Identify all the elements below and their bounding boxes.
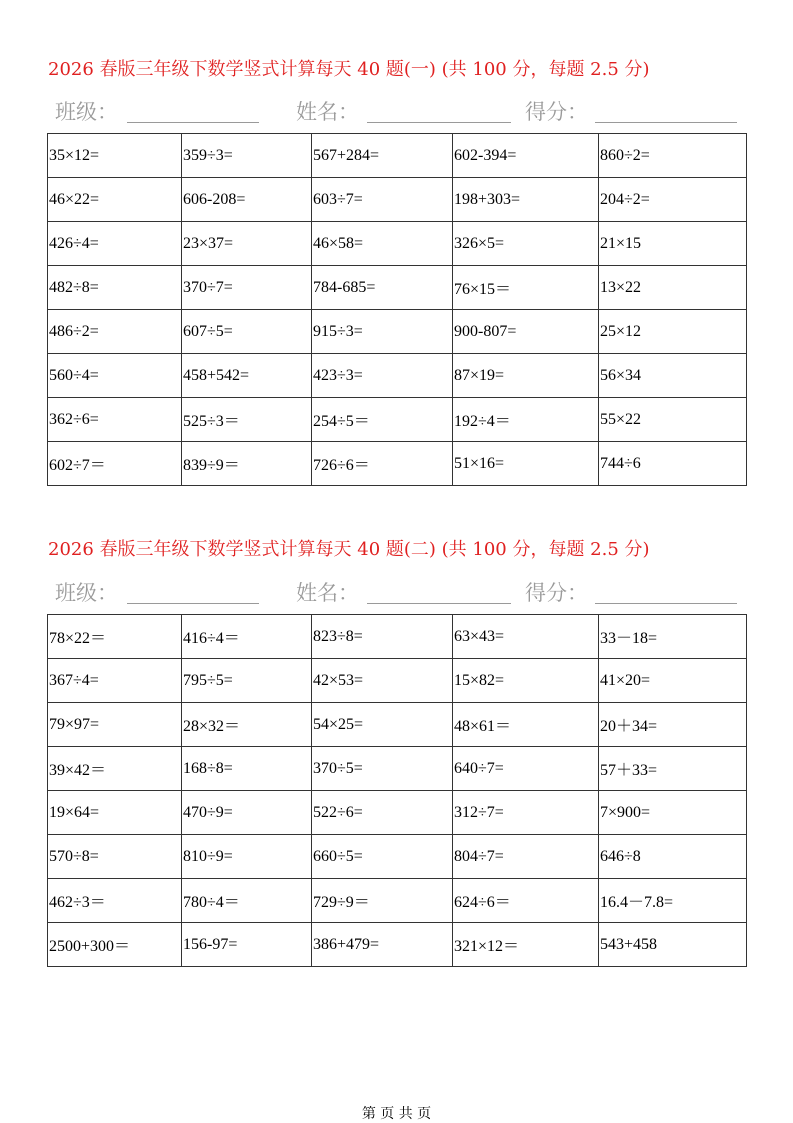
- problem-cell: 426÷4=: [48, 222, 182, 266]
- problem-cell: 915÷3=: [312, 310, 453, 354]
- problem-cell: 63×43=: [453, 615, 599, 659]
- problem-cell: 567+284=: [312, 134, 453, 178]
- problem-cell: 33－18=: [599, 615, 747, 659]
- problem-cell: 76×15＝: [453, 266, 599, 310]
- problem-cell: 560÷4=: [48, 354, 182, 398]
- problem-cell: 87×19=: [453, 354, 599, 398]
- problem-cell: 41×20=: [599, 659, 747, 703]
- problem-cell: 168÷8=: [182, 747, 312, 791]
- score-blank: [595, 122, 737, 123]
- problem-cell: 2500+300＝: [48, 923, 182, 967]
- student-info-row: [55, 98, 745, 126]
- problem-cell: 525÷3＝: [182, 398, 312, 442]
- problem-cell: 416÷4＝: [182, 615, 312, 659]
- problem-cell: 839÷9＝: [182, 442, 312, 486]
- problem-cell: 55×22: [599, 398, 747, 442]
- problem-cell: 48×61＝: [453, 703, 599, 747]
- table-row: [48, 791, 747, 835]
- class-label: 班级：: [55, 100, 118, 124]
- problem-cell: 603÷7=: [312, 178, 453, 222]
- table-row: [48, 747, 747, 791]
- problem-cell: 367÷4=: [48, 659, 182, 703]
- problem-cell: 810÷9=: [182, 835, 312, 879]
- problem-cell: 823÷8=: [312, 615, 453, 659]
- problem-cell: 16.4－7.8=: [599, 879, 747, 923]
- problem-cell: 54×25=: [312, 703, 453, 747]
- problem-cell: 640÷7=: [453, 747, 599, 791]
- problem-cell: 624÷6＝: [453, 879, 599, 923]
- table-row: [48, 354, 747, 398]
- problem-cell: 204÷2=: [599, 178, 747, 222]
- problem-cell: 51×16=: [453, 442, 599, 486]
- problem-cell: 729÷9＝: [312, 879, 453, 923]
- problem-cell: 660÷5=: [312, 835, 453, 879]
- problem-cell: 23×37=: [182, 222, 312, 266]
- table-row: [48, 923, 747, 967]
- table-row: [48, 835, 747, 879]
- name-label: 姓名：: [296, 100, 359, 124]
- worksheet-title: 2026 春版三年级下数学竖式计算每天 40 题(一) (共 100 分，每题 2.5 分): [48, 59, 650, 80]
- problem-cell: 46×58=: [312, 222, 453, 266]
- problem-cell: 20＋34=: [599, 703, 747, 747]
- problem-cell: 602-394=: [453, 134, 599, 178]
- problem-cell: 7×900=: [599, 791, 747, 835]
- table-row: [48, 134, 747, 178]
- page-footer: 第 页 共 页: [361, 1106, 432, 1122]
- score-label: 得分：: [525, 100, 588, 124]
- table-row: [48, 442, 747, 486]
- problem-cell: 56×34: [599, 354, 747, 398]
- table-row: [48, 222, 747, 266]
- problem-table: [47, 133, 747, 486]
- problem-cell: 156-97=: [182, 923, 312, 967]
- problem-cell: 780÷4＝: [182, 879, 312, 923]
- problem-cell: 795÷5=: [182, 659, 312, 703]
- name-blank: [367, 603, 511, 604]
- table-row: [48, 879, 747, 923]
- worksheet-title: 2026 春版三年级下数学竖式计算每天 40 题(二) (共 100 分，每题 2.5 分): [48, 539, 650, 560]
- score-label: 得分：: [525, 581, 588, 605]
- class-blank: [127, 603, 259, 604]
- problem-cell: 19×64=: [48, 791, 182, 835]
- problem-cell: 804÷7=: [453, 835, 599, 879]
- problem-cell: 359÷3=: [182, 134, 312, 178]
- problem-cell: 462÷3＝: [48, 879, 182, 923]
- problem-cell: 370÷5=: [312, 747, 453, 791]
- problem-cell: 607÷5=: [182, 310, 312, 354]
- problem-cell: 370÷7=: [182, 266, 312, 310]
- score-blank: [595, 603, 737, 604]
- problem-cell: 646÷8: [599, 835, 747, 879]
- problem-cell: 13×22: [599, 266, 747, 310]
- name-blank: [367, 122, 511, 123]
- problem-cell: 900-807=: [453, 310, 599, 354]
- problem-cell: 522÷6=: [312, 791, 453, 835]
- problem-table: [47, 614, 747, 967]
- problem-cell: 198+303=: [453, 178, 599, 222]
- problem-cell: 726÷6＝: [312, 442, 453, 486]
- table-row: [48, 310, 747, 354]
- problem-cell: 326×5=: [453, 222, 599, 266]
- problem-cell: 423÷3=: [312, 354, 453, 398]
- problem-cell: 486÷2=: [48, 310, 182, 354]
- table-row: [48, 615, 747, 659]
- problem-cell: 192÷4＝: [453, 398, 599, 442]
- problem-cell: 254÷5＝: [312, 398, 453, 442]
- problem-cell: 15×82=: [453, 659, 599, 703]
- problem-cell: 312÷7=: [453, 791, 599, 835]
- problem-cell: 860÷2=: [599, 134, 747, 178]
- table-row: [48, 703, 747, 747]
- problem-cell: 362÷6=: [48, 398, 182, 442]
- problem-cell: 39×42＝: [48, 747, 182, 791]
- table-row: [48, 266, 747, 310]
- problem-cell: 570÷8=: [48, 835, 182, 879]
- problem-cell: 470÷9=: [182, 791, 312, 835]
- problem-cell: 606-208=: [182, 178, 312, 222]
- problem-cell: 744÷6: [599, 442, 747, 486]
- problem-cell: 78×22＝: [48, 615, 182, 659]
- problem-cell: 482÷8=: [48, 266, 182, 310]
- problem-cell: 25×12: [599, 310, 747, 354]
- problem-cell: 42×53=: [312, 659, 453, 703]
- class-label: 班级：: [55, 581, 118, 605]
- class-blank: [127, 122, 259, 123]
- problem-cell: 79×97=: [48, 703, 182, 747]
- problem-cell: 386+479=: [312, 923, 453, 967]
- problem-cell: 458+542=: [182, 354, 312, 398]
- problem-cell: 28×32＝: [182, 703, 312, 747]
- table-row: [48, 659, 747, 703]
- student-info-row: [55, 579, 745, 607]
- table-row: [48, 398, 747, 442]
- problem-cell: 21×15: [599, 222, 747, 266]
- problem-cell: 321×12＝: [453, 923, 599, 967]
- problem-cell: 35×12=: [48, 134, 182, 178]
- name-label: 姓名：: [296, 581, 359, 605]
- problem-cell: 543+458: [599, 923, 747, 967]
- problem-cell: 602÷7＝: [48, 442, 182, 486]
- table-row: [48, 178, 747, 222]
- problem-cell: 784-685=: [312, 266, 453, 310]
- problem-cell: 57＋33=: [599, 747, 747, 791]
- problem-cell: 46×22=: [48, 178, 182, 222]
